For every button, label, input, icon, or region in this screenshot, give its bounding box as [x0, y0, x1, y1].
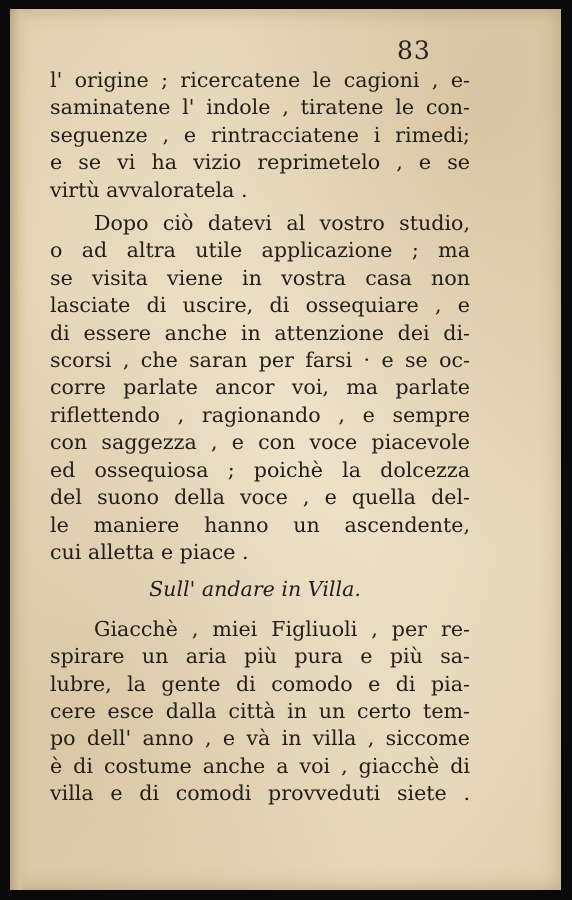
text-line: lasciate di uscire, di ossequiare , e [50, 293, 470, 318]
text-line: l' origine ; ricercatene le cagioni , e- [50, 68, 470, 92]
text-line: virtù avvaloratela . [50, 177, 248, 202]
text-line: o ad altra utile applicazione ; ma [50, 238, 470, 263]
section-heading: Sull' andare in Villa. [149, 577, 361, 602]
paragraph-giacche [50, 616, 470, 808]
text-line: Dopo ciò datevi al vostro studio, [94, 211, 470, 236]
text-line: villa e di comodi provveduti siete . [50, 781, 470, 806]
paragraph-dopo [50, 210, 470, 566]
paragraph-continuation [50, 67, 470, 204]
text-line: Giacchè , miei Figliuoli , per re- [94, 616, 470, 641]
text-line: le maniere hanno un ascendente, [50, 512, 470, 537]
text-line: di essere anche in attenzione dei di- [50, 320, 470, 345]
text-line: è di costume anche a voi , giacchè di [50, 753, 470, 778]
text-line: e se vi ha vizio reprimetelo , e se [50, 150, 470, 175]
page-number: 83 [397, 36, 431, 65]
text-line: con saggezza , e con voce piacevole [50, 430, 470, 455]
book-page [10, 9, 561, 890]
page-gutter-shadow [10, 9, 26, 890]
page-text-block [50, 67, 470, 808]
text-line: corre parlate ancor voi, ma parlate [50, 375, 470, 400]
text-line: riflettendo , ragionando , e sempre [50, 402, 470, 427]
text-line: po dell' anno , e và in villa , siccome [50, 726, 470, 751]
text-line: scorsi , che saran per farsi · e se oc- [50, 348, 470, 373]
text-line: del suono della voce , e quella del- [50, 485, 470, 510]
text-line: saminatene l' indole , tiratene le con- [50, 95, 470, 120]
text-line: spirare un aria più pura e più sa- [50, 644, 470, 669]
text-line: ed ossequiosa ; poichè la dolcezza [50, 457, 470, 482]
text-line: cere esce dalla città in un certo tem- [50, 698, 470, 723]
text-line: se visita viene in vostra casa non [50, 265, 470, 290]
text-line: lubre, la gente di comodo e di pia- [50, 671, 470, 696]
text-line: cui alletta e piace . [50, 539, 249, 564]
text-line: seguenze , e rintracciatene i rimedi; [50, 122, 470, 147]
